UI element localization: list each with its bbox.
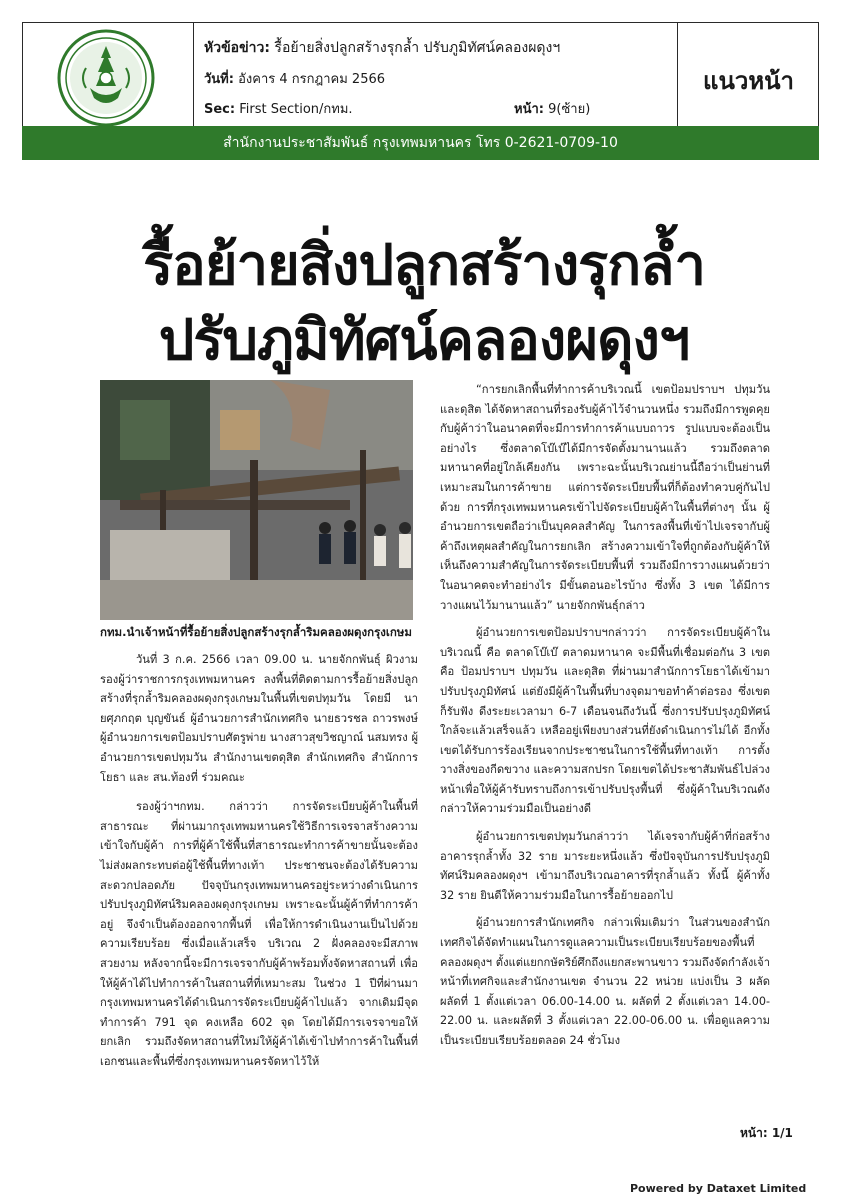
article-paragraph: รองผู้ว่าฯกทม. กล่าวว่า การจัดระเบียบผู้ค้าในพื้นที่สาธารณะ ที่ผ่านมากรุงเทพมหานครใช้วิธีการเจรจาสร้างความเข้าใจกับผู้ค้า การที่ผู้ค้าใช้พื้นที่สาธารณะทำการค้าขายนั้นจะต้องไม่ส่งผลกระทบต่อผู้ใช้พื้นที่ทางเท้า ประชาชนจะต้องได้รับความสะดวกปลอดภัย ปัจจุบันกรุงเทพมหานครอยู่ระหว่างดำเนินการปรับปรุงภูมิทัศน์ริมคลองผดุงกรุงเกษม เพราะฉะนั้นผู้ค้าที่ทำการค้าอยู่ จึงจำเป็นต้องออกจากพื้นที่ เพื่อให้การดำเนินงานเป็นไปด้วยความเรียบร้อย ซึ่งเมื่อแล้วเสร็จ บริเวณ 2 ฝั่งคลองจะมีสภาพสวยงาม หลังจากนี้จะมีการเจรจากับผู้ค้าพร้อมทั้งจัดหาสถานที่ เพื่อให้ผู้ค้าได้ไปทำการค้าในสถานที่ที่เหมาะสม ในช่วง 1 ปีที่ผ่านมา กรุงเทพมหานครได้ดำเนินการจัดระเบียบผู้ค้าไปแล้ว จากเดิมมีจุดทำการค้า 791 จุด คงเหลือ 602 จุด โดยได้มีการเจรจาขอให้ยกเลิก รวมถึงจัดหาสถานที่ใหม่ให้ผู้ค้าได้เข้าไปทำการค้าในพื้นที่เอกชนและพื้นที่ซึ่งกรุงเทพมหานครจัดหาไว้ให้ <box>100 800 418 1068</box>
page-row <box>514 98 590 119</box>
newspaper-name: แนวหน้า <box>702 67 795 95</box>
article-paragraph: วันที่ 3 ก.ค. 2566 เวลา 09.00 น. นายจักกพันธุ์ ผิวงาม รองผู้ว่าราชการกรุงเทพมหานคร ลงพื้นที่ติดตามการรื้อย้ายสิ่งปลูกสร้างที่รุกล้ำริมคลองผดุงกรุงเกษมในพื้นที่เขตปทุมวัน โดยมี นายศุภกฤต บุญขันธ์ ผู้อำนวยการสำนักเทศกิจ นายธวรชล ถาวรพงษ์ ผู้อำนวยการเขตป้อมปราบศัตรูพ่าย นางสาวสุขวิชญาณ์ นสมทรง ผู้อำนวยการเขตปทุมวัน สำนักงานเขตดุสิต สำนักเทศกิจ สำนักการโยธา และ สน.ท้องที่ ร่วมคณะ <box>100 653 418 784</box>
clipping-info <box>194 23 678 136</box>
date-label: วันที่: <box>204 72 234 87</box>
date-value: อังคาร 4 กรกฎาคม 2566 <box>238 72 386 87</box>
headline-value: รื้อย้ายสิ่งปลูกสร้างรุกล้ำ ปรับภูมิทัศน์คลองผดุงฯ <box>274 40 561 56</box>
article-paragraph: “การยกเลิกพื้นที่ทำการค้าบริเวณนี้ เขตป้อมปราบฯ ปทุมวัน และดุสิต ได้จัดหาสถานที่รองรับผู้ค้าไว้จำนวนหนึ่ง รวมถึงมีการพูดคุยกับผู้ค้าว่าในอนาคตที่จะมีการทำการค้าแบบถาวร รูปแบบจะต้องเป็นอย่างไร ซึ่งตลาดโบ๊เบ๊ได้มีการจัดตั้งมานานแล้ว รวมถึงตลาดมหานาคที่อยู่ใกล้เคียงกัน เพราะฉะนั้นบริเวณย่านนี้ถือว่าเป็นย่านที่เหมาะสมในการค้าขาย แต่การจัดระเบียบพื้นที่ก็ต้องทำควบคู่กันไปด้วย การที่กรุงเทพมหานครเข้าไปจัดระเบียบผู้ค้าในพื้นที่ต่างๆ นั้น ผู้อำนวยการเขตถือว่าเป็นบุคคลสำคัญ ในการลงพื้นที่เข้าไปเจรจากับผู้ค้าถึงเหตุผลสำคัญในการยกเลิก สร้างความเข้าใจที่ถูกต้องกับผู้ค้าให้เห็นถึงความสำคัญในการจัดระเบียบพื้นที่ รวมถึงมีการวางแผนด้วยว่าในอนาคตจะทำอย่างไร มีขั้นตอนอะไรบ้าง ซึ่งทั้ง 3 เขต ได้มีการวางแผนไว้มานานแล้ว” นายจักกพันธุ์กล่าว <box>440 383 770 612</box>
powered-by: Powered by Dataxet Limited <box>630 1182 807 1195</box>
headline-row <box>204 37 560 59</box>
sec-value: First Section/กทม. <box>239 102 353 117</box>
news-photo <box>100 380 413 620</box>
article-paragraph: ผู้อำนวยการเขตปทุมวันกล่าวว่า ได้เจรจากับผู้ค้าที่ก่อสร้างอาคารรุกล้ำทั้ง 32 ราย มาระยะหนึ่งแล้ว ซึ่งปัจจุบันการปรับปรุงภูมิทัศน์ริมคลองผดุงฯ เข้ามาถึงบริเวณอาคารที่รุกล้ำแล้ว ทั้งนี้ ผู้ค้าทั้ง 32 ราย ยินดีให้ความร่วมมือในการรื้อย้ายออกไป <box>440 830 770 902</box>
article-right-column <box>440 380 770 1051</box>
headline-label: หัวข้อข่าว: <box>204 40 270 56</box>
page-number: หน้า: 1/1 <box>740 1126 793 1140</box>
category-cell <box>678 23 819 136</box>
pr-office-banner: สำนักงานประชาสัมพันธ์ กรุงเทพมหานคร โทร 0-2621-0709-10 <box>22 126 819 160</box>
page-value: 9(ซ้าย) <box>548 102 591 117</box>
page-label: หน้า: <box>514 102 544 117</box>
article-paragraph: ผู้อำนวยการเขตป้อมปราบฯกล่าวว่า การจัดระเบียบผู้ค้าในบริเวณนี้ คือ ตลาดโบ๊เบ๊ ตลาดมหานาค จะมีพื้นที่เชื่อมต่อกัน 3 เขต คือ ป้อมปราบฯ ปทุมวัน และดุสิต ที่ผ่านมาสำนักการโยธาได้เข้ามาปรับปรุงภูมิทัศน์ แต่ยังมีผู้ค้าในพื้นที่บางจุดมาขอทำค้าต่อรอง ซึ่งเขตก็รับฟัง ดีงระยะเวลามา 6-7 เดือนจนถึงวันนี้ ซึ่งการปรับปรุงภูมิทัศน์ใกล้จะแล้วเสร็จแล้ว เหลืออยู่เพียงบางส่วนที่ยังดำเนินการไม่ได้ อีกทั้งเขตได้รับการร้องเรียนจากประชาชนในการใช้พื้นที่ทางเท้า การตั้งวางสิ่งของกีดขวาง และความสกปรก โดยเขตได้ประชาสัมพันธ์ไปล่วงหน้าเพื่อให้ผู้ค้ารับทราบถึงการเข้าปรับปรุงพื้นที่ ซึ่งผู้ค้าในบริเวณดังกล่าวให้ความร่วมมือเป็นอย่างดี <box>440 626 770 816</box>
section-row <box>204 98 353 119</box>
sec-label: Sec: <box>204 102 236 117</box>
article-paragraph: ผู้อำนวยการสำนักเทศกิจ กล่าวเพิ่มเติมว่า ในส่วนของสำนักเทศกิจได้จัดทำแผนในการดูแลความเป็นระเบียบเรียบร้อยของพื้นที่คลองผดุงฯ ตั้งแต่แยกกษัตริย์ศึกถึงแยกสะพานขาว รวมถึงจัดกำลังเจ้าหน้าที่เทศกิจและสำนักงานเขต จำนวน 22 หน่วย แบ่งเป็น 3 ผลัด ผลัดที่ 1 ตั้งแต่เวลา 06.00-14.00 น. ผลัดที่ 2 ตั้งแต่เวลา 14.00-22.00 น. และผลัดที่ 3 ตั้งแต่เวลา 22.00-06.00 น. เพื่อดูแลความเป็นระเบียบเรียบร้อยตลอด 24 ชั่วโมง <box>440 916 770 1047</box>
date-row <box>204 68 385 89</box>
photo-caption: กทม.นำเจ้าหน้าที่รื้อย้ายสิ่งปลูกสร้างรุกล้ำริมคลองผดุงกรุงเกษม <box>100 625 412 639</box>
article-title-line1: รื้อย้ายสิ่งปลูกสร้างรุกล้ำ <box>143 233 705 298</box>
article-title-line2: ปรับภูมิทัศน์คลองผดุงฯ <box>158 308 690 373</box>
article-left-column <box>100 650 418 1071</box>
clipping-header <box>22 22 819 136</box>
logo-cell <box>23 23 194 136</box>
bma-seal-logo <box>56 28 156 128</box>
